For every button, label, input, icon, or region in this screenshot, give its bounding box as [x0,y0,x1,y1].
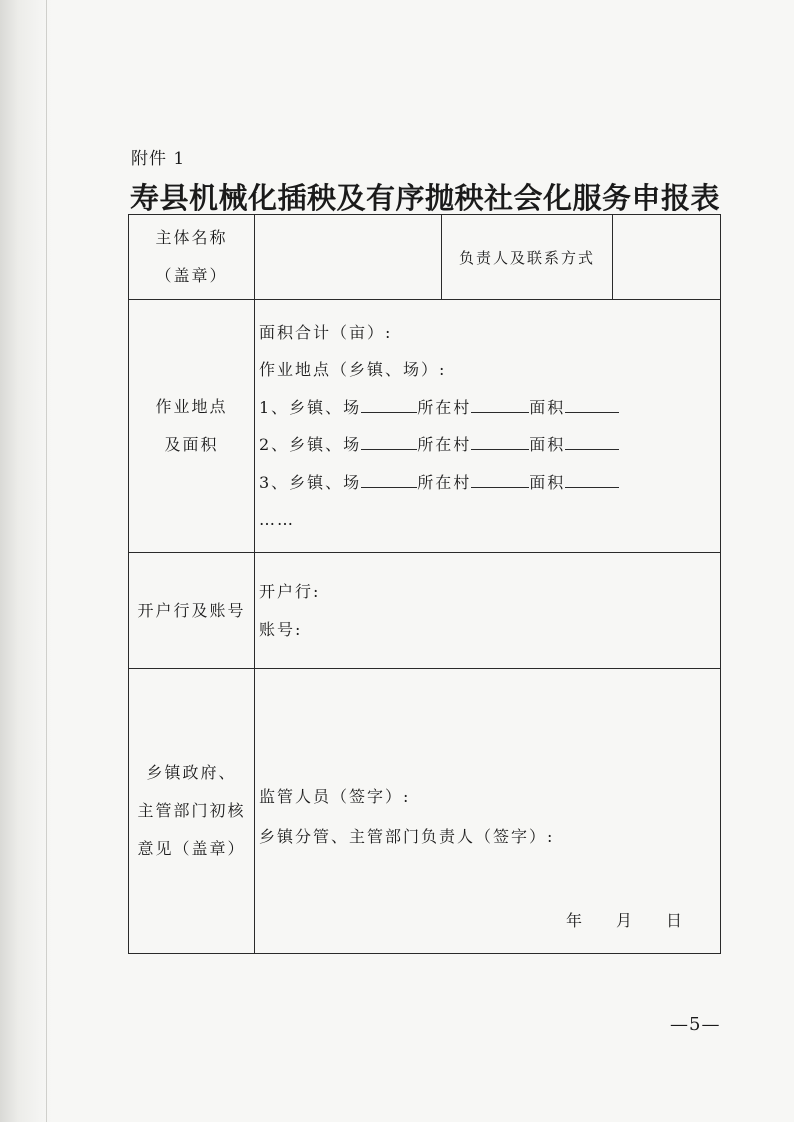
location-label-line1: 作业地点 [155,397,228,416]
bank-name-line[interactable]: 开户行: [259,582,321,601]
site-1-area-label: 面积 [529,397,566,417]
date-month: 月 [615,911,632,930]
site-1-town-blank[interactable] [361,394,417,413]
ellipsis-line: …… [259,510,295,529]
site-1-prefix: 1、乡镇、场 [259,397,362,417]
site-3-prefix: 3、乡镇、场 [259,472,362,492]
bank-content-cell [255,553,721,669]
opinion-label-line3: 意见（盖章） [137,839,246,858]
entity-label-line2: （盖章） [155,266,228,285]
entity-label-cell [129,215,255,300]
site-3-area-blank[interactable] [565,469,619,488]
date-day: 日 [665,911,682,930]
site-2-prefix: 2、乡镇、场 [259,435,362,454]
site-1-area-blank[interactable] [565,394,619,413]
page-left-edge-line [46,0,47,1122]
bank-label-cell [129,553,255,669]
opinion-label-cell [129,669,255,954]
page-number: —5— [670,1014,721,1035]
date-line [566,908,682,931]
entity-label-line1: 主体名称 [155,228,228,247]
site-2-town-blank[interactable] [361,431,417,450]
bank-row [129,553,721,669]
opinion-label-line2: 主管部门初核 [137,801,246,820]
site-item-2 [259,426,720,464]
location-label-cell [129,300,255,553]
opinion-label-line1: 乡镇政府、 [146,763,237,782]
page-left-edge-shadow [0,0,52,1122]
supervisor-signature-line[interactable]: 监管人员（签字）: [259,787,411,806]
location-label-line2: 及面积 [164,435,219,454]
opinion-content-cell [255,669,721,954]
contact-label: 负责人及联系方式 [442,215,613,299]
site-1-village-label: 所在村 [417,397,472,417]
site-2-area-label: 面积 [529,435,566,454]
date-year: 年 [565,911,582,930]
site-2-village-label: 所在村 [417,435,472,454]
location-row [129,300,721,553]
leader-signature-line[interactable]: 乡镇分管、主管部门负责人（签字）: [259,827,555,846]
location-content-cell [255,300,721,553]
site-2-area-blank[interactable] [565,431,619,450]
signature-block [259,777,554,857]
attachment-label: 附件 1 [131,149,186,169]
site-item-1 [259,389,720,427]
site-1-village-blank[interactable] [471,394,529,413]
site-2-village-blank[interactable] [471,431,529,450]
bank-label: 开户行及账号 [137,600,246,620]
account-line[interactable]: 账号: [259,619,303,639]
entity-content-cell [255,215,721,300]
site-item-3 [259,464,720,502]
entity-row [129,215,721,300]
sites-label-line: 作业地点（乡镇、场）: [259,360,447,379]
site-3-village-blank[interactable] [471,469,529,488]
form-title: 寿县机械化插秧及有序抛秧社会化服务申报表 [130,181,721,215]
opinion-row [129,669,721,954]
site-3-village-label: 所在村 [417,472,472,492]
contact-field[interactable] [613,215,720,299]
area-total-line: 面积合计（亩）: [259,322,393,342]
application-form-table [128,214,721,954]
site-3-area-label: 面积 [529,472,566,492]
entity-name-field[interactable] [255,215,442,299]
site-3-town-blank[interactable] [361,469,417,488]
